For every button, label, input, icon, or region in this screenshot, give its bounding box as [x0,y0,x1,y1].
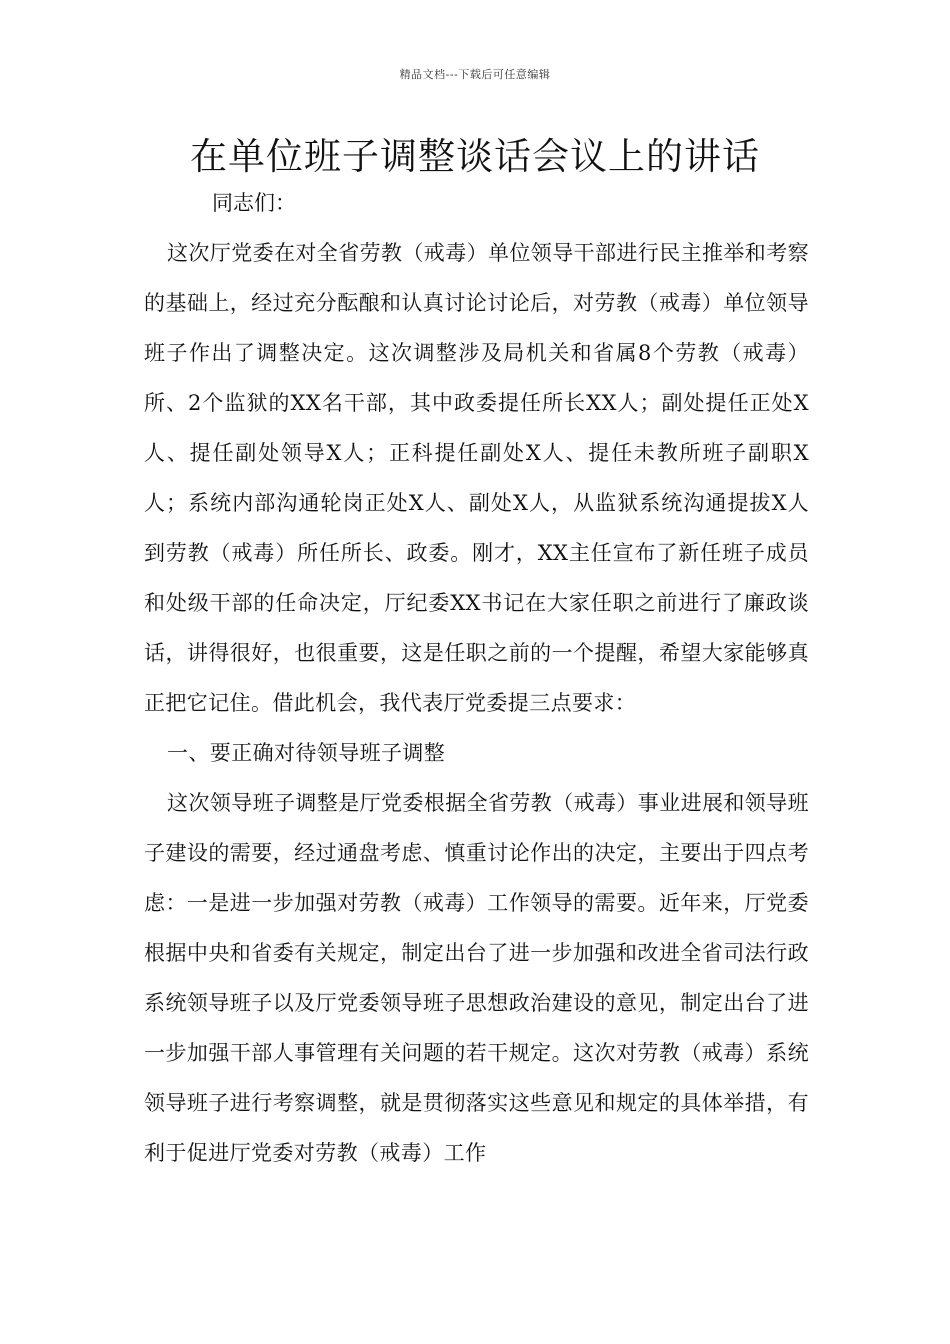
document-body [144,228,809,1178]
salutation: 同志们： [212,191,296,215]
document-title: 在单位班子调整谈话会议上的讲话 [190,135,760,178]
header-note: 精品文档---下载后可任意编辑 [399,68,551,81]
paragraph: 这次领导班子调整是厅党委根据全省劳教（戒毒）事业进展和领导班子建设的需要，经过通盘考虑、慎重讨论作出的决定，主要出于四点考虑：一是进一步加强对劳教（戒毒）工作领导的需要。近年来，厅党委根据中央和省委有关规定，制定出台了进一步加强和改进全省司法行政系统领导班子以及厅党委领导班子思想政治建设的意见，制定出台了进一步加强干部人事管理有关问题的若干规定。这次对劳教（戒毒）系统领导班子进行考察调整，就是贯彻落实这些意见和规定的具体举措，有利于促进厅党委对劳教（戒毒）工作 [144,791,809,1165]
paragraph: 这次厅党委在对全省劳教（戒毒）单位领导干部进行民主推举和考察的基础上，经过充分酝酿和认真讨论讨论后，对劳教（戒毒）单位领导班子作出了调整决定。这次调整涉及局机关和省属8个劳教（戒毒）所、2个监狱的XX名干部，其中政委提任所长XX人；副处提任正处X人、提任副处领导X人；正科提任副处X人、提任未教所班子副职X人；系统内部沟通轮岗正处X人、副处X人，从监狱系统沟通提拔X人到劳教（戒毒）所任所长、政委。刚才，XX主任宣布了新任班子成员和处级干部的任命决定，厅纪委XX书记在大家任职之前进行了廉政谈话，讲得很好，也很重要，这是任职之前的一个提醒，希望大家能够真正把它记住。借此机会，我代表厅党委提三点要求： [144,241,809,715]
section-heading: 一、要正确对待领导班子调整 [167,741,446,765]
